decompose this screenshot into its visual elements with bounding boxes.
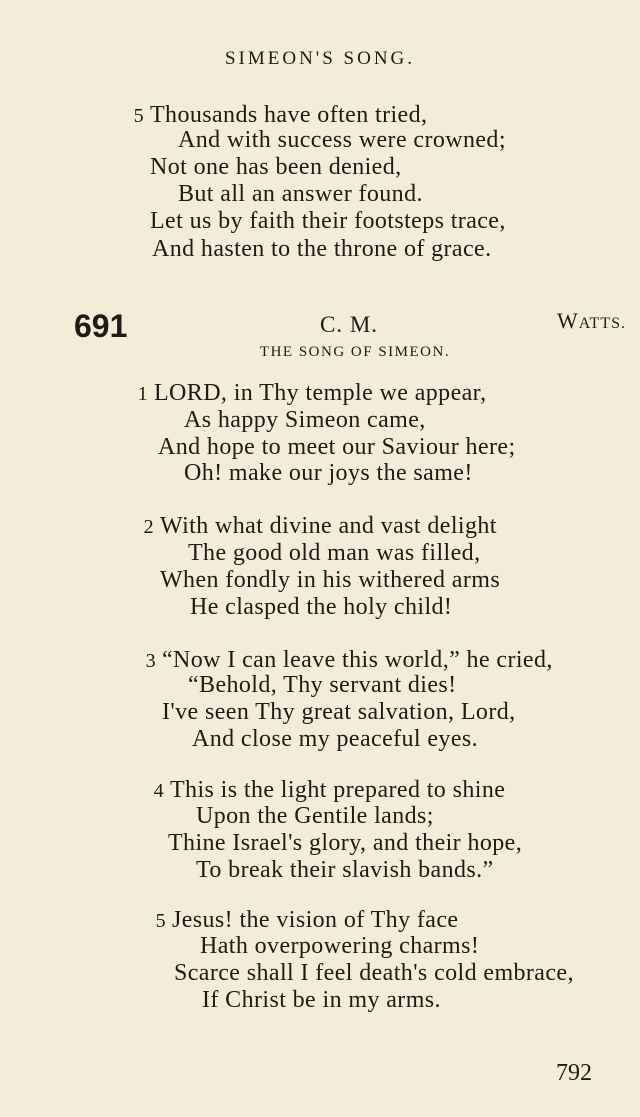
page-number: 792 — [556, 1060, 592, 1086]
stanza-3-line-2: “Behold, Thy servant dies! — [188, 672, 457, 698]
running-head: SIMEON'S SONG. — [224, 48, 416, 69]
stanza-1-line-3: And hope to meet our Saviour here; — [158, 434, 516, 460]
stanza-1-line-1: 1 LORD, in Thy temple we appear, — [126, 380, 487, 407]
stanza-4-line-4: To break their slavish bands.” — [196, 857, 494, 883]
prev-stanza-line-5: Let us by faith their footsteps trace, — [150, 208, 506, 234]
stanza-2-line-4: He clasped the holy child! — [190, 594, 453, 620]
stanza-4-line-3: Thine Israel's glory, and their hope, — [168, 830, 523, 856]
prev-stanza-line-2: And with success were crowned; — [178, 127, 506, 153]
stanza-3-line-3: I've seen Thy great salvation, Lord, — [162, 699, 516, 725]
stanza-3-line-4: And close my peaceful eyes. — [192, 726, 479, 752]
stanza-number: 3 — [145, 650, 156, 672]
stanza-number: 4 — [153, 780, 164, 802]
hymn-title: THE SONG OF SIMEON. — [259, 344, 451, 360]
stanza-2-line-1: 2 With what divine and vast delight — [132, 513, 497, 540]
stanza-3-line-1: 3 “Now I can leave this world,” he cried, — [134, 647, 553, 674]
hymn-meter: C. M. — [320, 312, 379, 337]
prev-stanza-line-6: And hasten to the throne of grace. — [152, 236, 492, 262]
stanza-4-line-1: 4 This is the light prepared to shine — [142, 777, 505, 804]
stanza-1-line-2: As happy Simeon came, — [184, 407, 426, 433]
stanza-2-line-2: The good old man was filled, — [188, 540, 481, 566]
stanza-5-line-3: Scarce shall I feel death's cold embrace, — [174, 960, 574, 986]
prev-stanza-line-3: Not one has been denied, — [150, 154, 402, 180]
hymn-number: 691 — [74, 308, 128, 344]
stanza-5-line-2: Hath overpowering charms! — [200, 933, 480, 959]
stanza-5-line-4: If Christ be in my arms. — [202, 987, 441, 1013]
stanza-5-line-1: 5 Jesus! the vision of Thy face — [144, 907, 458, 934]
stanza-1-line-4: Oh! make our joys the same! — [184, 460, 473, 486]
stanza-number: 2 — [143, 516, 154, 538]
stanza-2-line-3: When fondly in his withered arms — [160, 567, 501, 593]
prev-stanza-line-1: 5 Thousands have often tried, — [122, 102, 427, 129]
stanza-number: 1 — [137, 383, 148, 405]
stanza-4-line-2: Upon the Gentile lands; — [196, 803, 434, 829]
stanza-number: 5 — [155, 910, 166, 932]
hymn-author: WATTS. — [557, 308, 626, 333]
stanza-number: 5 — [133, 105, 144, 127]
prev-stanza-line-4: But all an answer found. — [178, 181, 423, 207]
